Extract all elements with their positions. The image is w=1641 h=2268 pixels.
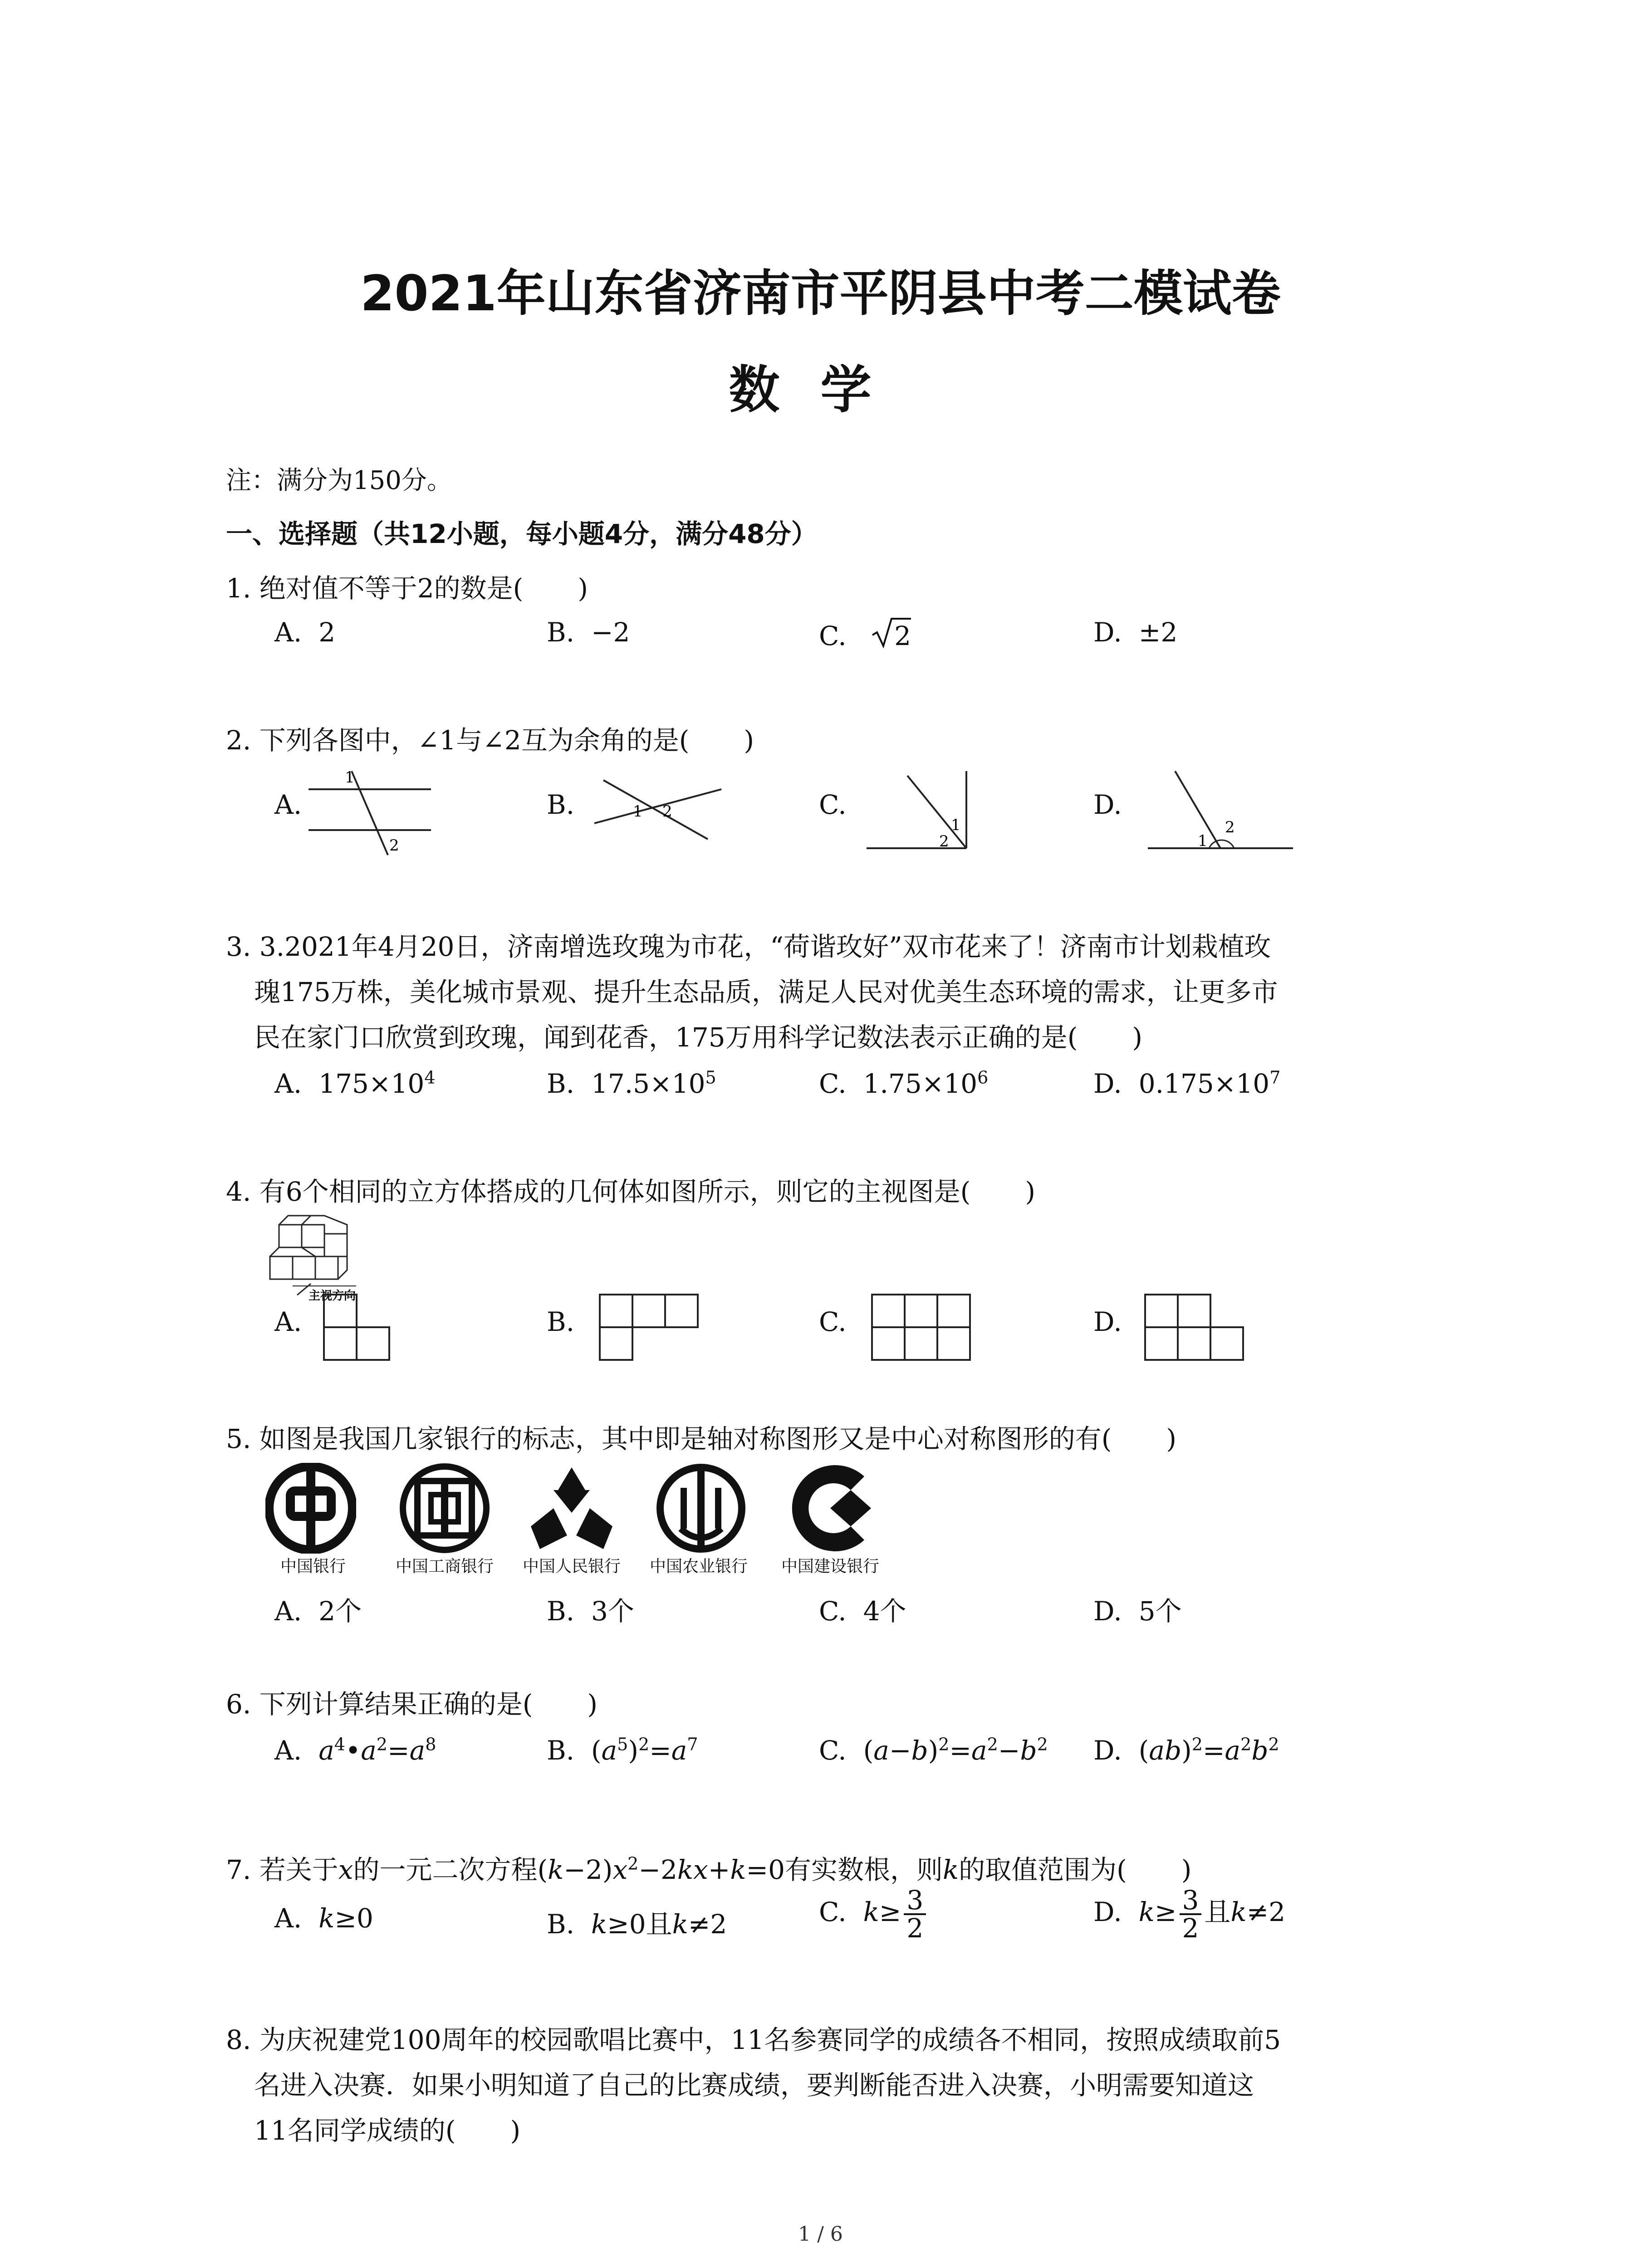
svg-text:2: 2 bbox=[662, 802, 672, 821]
q4-view-c bbox=[870, 1293, 975, 1361]
q5-option-c: C. 4个 bbox=[819, 1596, 906, 1627]
question-3-line-3: 民在家门口欣赏到玫瑰，闻到花香，175万用科学记数法表示正确的是( ) bbox=[254, 1022, 1142, 1053]
q7-option-b: B. k≥0且k≠2 bbox=[547, 1909, 727, 1940]
q2-figure-a bbox=[309, 762, 445, 857]
ccb-logo bbox=[783, 1463, 887, 1554]
q4-solid-figure bbox=[265, 1207, 379, 1302]
q7-option-c: C. k≥ $\frac{3}{2}$ bbox=[819, 1887, 929, 1941]
q1-option-b: B. −2 bbox=[547, 617, 630, 648]
bank-of-china-logo bbox=[265, 1463, 356, 1554]
q1-option-c: C. 2 bbox=[819, 617, 911, 651]
q2-option-b: B. bbox=[547, 789, 575, 820]
q2-figure-d bbox=[1143, 767, 1298, 857]
q6-option-a: A. $a^4•a^2=a^8$ bbox=[274, 1734, 436, 1766]
sqrt-icon bbox=[872, 617, 894, 649]
section-heading: 一、选择题（共12小题，每小题4分，满分48分） bbox=[226, 518, 818, 549]
q5-option-d: D. 5个 bbox=[1093, 1596, 1182, 1627]
svg-text:2: 2 bbox=[1225, 818, 1235, 836]
q1-option-a: A. 2 bbox=[274, 617, 336, 648]
bank-name-4: 中国农业银行 bbox=[649, 1557, 748, 1576]
q2-option-a: A. bbox=[274, 789, 302, 820]
q6-option-d: D. $(ab)^2=a^2b^2$ bbox=[1093, 1734, 1279, 1766]
q5-option-a: A. 2个 bbox=[274, 1596, 362, 1627]
angle-2-label: 2 bbox=[389, 836, 399, 855]
abc-logo bbox=[653, 1463, 749, 1554]
q2-option-d: D. bbox=[1093, 789, 1122, 820]
question-4: 4. 有6个相同的立方体搭成的几何体如图所示，则它的主视图是( ) bbox=[226, 1176, 1035, 1207]
q4-option-b: B. bbox=[547, 1306, 575, 1337]
view-direction-label: 主视方向 bbox=[309, 1289, 356, 1302]
question-7: 7. 若关于x的一元二次方程$(k-2)x^2-2kx+k=0$有实数根，则k的取值范围为( ) bbox=[226, 1853, 1192, 1885]
score-note: 注：满分为150分。 bbox=[226, 466, 452, 495]
q3-option-d: D. $0.175\times 10^7$ bbox=[1093, 1067, 1281, 1099]
bank-name-3: 中国人民银行 bbox=[522, 1557, 621, 1576]
angle-1-label: 1 bbox=[345, 768, 355, 787]
question-3-line-2: 瑰175万株，美化城市景观、提升生态品质，满足人民对优美生态环境的需求，让更多市 bbox=[254, 977, 1278, 1007]
q2-option-c: C. bbox=[819, 789, 847, 820]
q7-option-a: A. k≥0 bbox=[274, 1903, 373, 1934]
subject-title: 数学 bbox=[729, 361, 912, 420]
q2-figure-b bbox=[590, 771, 726, 848]
q6-option-c: C. $(a-b)^2=a^2-b^2$ bbox=[819, 1734, 1048, 1766]
q2-figure-c bbox=[862, 767, 980, 857]
pboc-logo bbox=[522, 1463, 622, 1554]
svg-text:1: 1 bbox=[1198, 832, 1208, 850]
q4-view-b bbox=[598, 1293, 702, 1361]
exam-title: 2021年山东省济南市平阴县中考二模试卷 bbox=[360, 265, 1281, 322]
question-3-line-1: 3. 3.2021年4月20日，济南增选玫瑰为市花，“荷谐玫好”双市花来了！济南市计划栽植玫 bbox=[226, 931, 1271, 962]
question-5: 5. 如图是我国几家银行的标志，其中即是轴对称图形又是中心对称图形的有( ) bbox=[226, 1423, 1177, 1454]
question-1 bbox=[226, 567, 588, 605]
q5-option-b: B. 3个 bbox=[547, 1596, 634, 1627]
q4-view-a bbox=[322, 1293, 395, 1361]
svg-text:1: 1 bbox=[951, 816, 961, 834]
q1-option-d: D. ±2 bbox=[1093, 617, 1178, 648]
svg-text:2: 2 bbox=[939, 832, 949, 850]
q4-option-a: A. bbox=[274, 1306, 302, 1337]
svg-text:1: 1 bbox=[633, 802, 643, 821]
q3-option-b: B. $17.5\times 10^5$ bbox=[547, 1067, 716, 1099]
question-8-line-1: 8. 为庆祝建党100周年的校园歌唱比赛中，11名参赛同学的成绩各不相同，按照成绩取前5 bbox=[226, 2024, 1281, 2055]
question-6: 6. 下列计算结果正确的是( ) bbox=[226, 1689, 598, 1720]
page-number: 1 / 6 bbox=[798, 2223, 843, 2246]
q4-option-d: D. bbox=[1093, 1306, 1122, 1337]
q6-option-b: B. $(a^5)^2=a^7$ bbox=[547, 1734, 698, 1766]
question-1-close: ) bbox=[578, 573, 588, 604]
question-1-stem: 1. 绝对值不等于2的数是( bbox=[226, 573, 524, 604]
q7-option-d: D. k≥ $\frac{3}{2}$ 且k≠2 bbox=[1093, 1885, 1286, 1944]
q3-option-a: A. $175\times 10^4$ bbox=[274, 1067, 436, 1099]
icbc-logo bbox=[399, 1463, 490, 1554]
bank-name-2: 中国工商银行 bbox=[395, 1557, 494, 1576]
q3-option-c: C. $1.75\times 10^6$ bbox=[819, 1067, 989, 1099]
bank-name-1: 中国银行 bbox=[280, 1557, 346, 1576]
q4-option-c: C. bbox=[819, 1306, 847, 1337]
question-8-line-3: 11名同学成绩的( ) bbox=[254, 2115, 521, 2146]
question-8-line-2: 名进入决赛．如果小明知道了自己的比赛成绩，要判断能否进入决赛，小明需要知道这 bbox=[254, 2070, 1254, 2101]
q4-view-d bbox=[1143, 1293, 1248, 1361]
question-2: 2. 下列各图中，∠1与∠2互为余角的是( ) bbox=[226, 725, 754, 756]
bank-name-5: 中国建设银行 bbox=[781, 1557, 879, 1576]
